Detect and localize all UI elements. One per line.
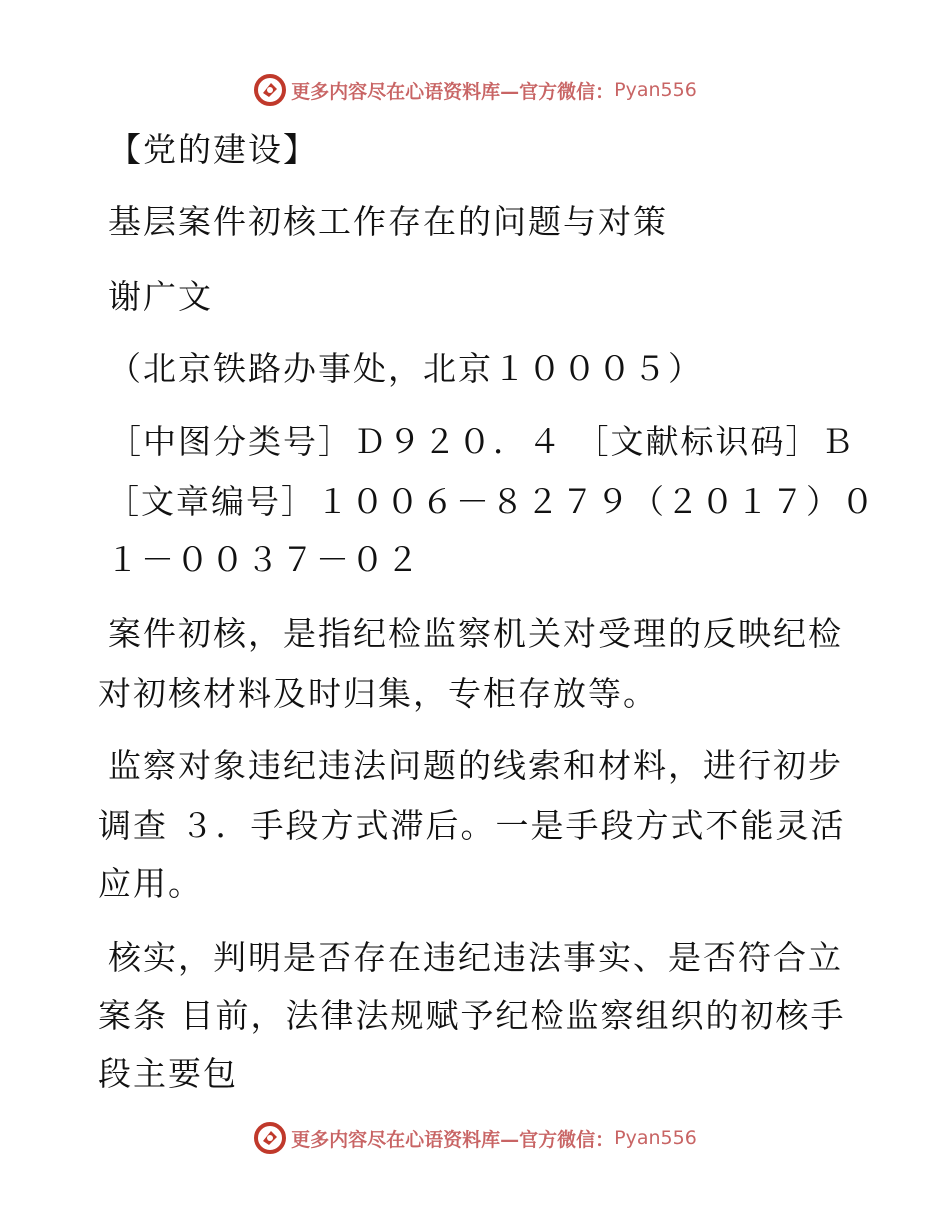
- body-line: 监察对象违纪违法问题的线索和材料，进行初步: [108, 746, 843, 785]
- body-line: 对初核材料及时归集，专柜存放等。: [98, 674, 658, 713]
- banner-wechat-id: Pyan556: [614, 1127, 697, 1149]
- seal-logo-icon: [253, 73, 287, 107]
- classification-line-2: ［文章编号］１００６－８２７９（２０１７）０: [106, 482, 876, 521]
- body-line: 调查 ３．手段方式滞后。一是手段方式不能灵活: [98, 806, 846, 845]
- article-title: 基层案件初核工作存在的问题与对策: [108, 202, 668, 241]
- classification-line-1: ［中图分类号］Ｄ９２０．４ ［文献标识码］Ｂ: [108, 422, 856, 461]
- body-line: 段主要包: [98, 1054, 238, 1093]
- author-affiliation: （北京铁路办事处，北京１０００５）: [108, 349, 703, 388]
- article-author: 谢广文: [108, 277, 213, 316]
- column-heading: 【党的建设】: [108, 130, 318, 169]
- seal-logo-icon: [253, 1121, 287, 1155]
- banner-text: 更多内容尽在心语资料库—官方微信：: [291, 80, 615, 103]
- banner-wechat-id: Pyan556: [614, 79, 697, 101]
- banner-text: 更多内容尽在心语资料库—官方微信：: [291, 1128, 615, 1151]
- body-line: 案件初核，是指纪检监察机关对受理的反映纪检: [108, 614, 843, 653]
- body-line: 案条 目前，法律法规赋予纪检监察组织的初核手: [98, 996, 846, 1035]
- body-line: 核实，判明是否存在违纪违法事实、是否符合立: [108, 938, 843, 977]
- header-banner: [0, 70, 950, 110]
- body-line: 应用。: [98, 864, 203, 903]
- footer-banner: [0, 1118, 950, 1158]
- classification-line-3: １－００３７－０２: [106, 540, 421, 579]
